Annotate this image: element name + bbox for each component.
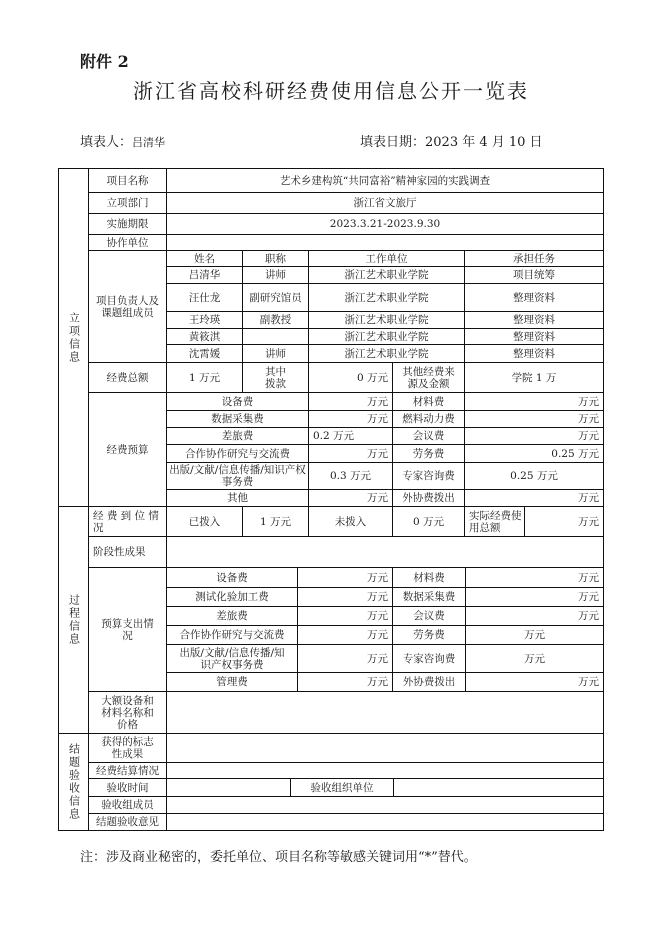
project-name-value: 艺术乡建构筑“共同富裕”精神家园的实践调查 [166,168,604,193]
period-value: 2023.3.21-2023.9.30 [166,213,604,235]
member-name: 王玲瑛 [166,311,243,329]
budget-item-value: 0.2 万元 [308,427,393,445]
fill-date: 填表日期：2023 年 4 月 10 日 [360,135,543,150]
expense-item-label: 劳务费 [392,625,466,645]
pending-value: 0 万元 [392,506,465,537]
section-approval: 立项信息 [58,168,89,507]
received-label: 已拨入 [166,506,243,537]
budget-label: 经费预算 [88,392,167,507]
acceptance-org-value [393,778,604,797]
member-title: 副教授 [242,311,309,329]
results-value [166,733,604,763]
department-label: 立项部门 [88,192,167,214]
partner-value [166,234,604,251]
expense-item-label: 设备费 [166,567,298,588]
other-source-value: 学院 1 万 [464,362,604,393]
member-unit: 浙江艺术职业学院 [308,283,465,312]
member-unit: 浙江艺术职业学院 [308,328,465,345]
expense-item-value: 万元 [297,606,393,626]
budget-item-value: 万元 [464,392,604,411]
member-title [242,328,309,345]
filler-label: 填表人： [80,135,133,150]
section-closing: 结题验收信息 [58,733,89,831]
budget-item-label: 数据采集费 [166,410,309,428]
expense-item-value: 万元 [465,625,604,645]
settlement-label: 经费结算情况 [88,762,167,779]
expense-item-label: 专家咨询费 [392,644,466,673]
expense-item-label: 管理费 [166,672,298,692]
member-title: 讲师 [242,266,309,284]
budget-item-value: 万元 [308,410,393,428]
project-name-label: 项目名称 [88,168,167,193]
budget-item-value: 万元 [308,444,393,463]
budget-item-value: 万元 [308,392,393,411]
member-header-name: 姓名 [166,250,243,267]
equipment-value [166,691,604,734]
expense-item-label: 会议费 [392,606,466,626]
budget-item-value: 万元 [464,427,604,445]
budget-item-label: 专家咨询费 [392,462,465,490]
budget-item-label: 劳务费 [392,444,465,463]
budget-item-label: 会议费 [392,427,465,445]
page-title: 浙江省高校科研经费使用信息公开一览表 [133,79,529,103]
budget-item-label: 外协费拨出 [392,489,465,507]
member-task: 整理资料 [464,328,604,345]
actual-usage-label: 实际经费使用总额 [464,506,525,537]
expense-item-label: 出版/文献/信息传播/知识产权事务费 [166,644,298,673]
budget-item-label: 合作协作研究与交流费 [166,444,309,463]
section-process: 过程信息 [58,506,89,734]
footnote: 注：涉及商业秘密的，委托单位、项目名称等敏感关键词用“*”替代。 [80,850,477,865]
expense-item-value: 万元 [297,644,393,673]
total-value: 1 万元 [166,362,243,393]
received-value: 1 万元 [242,506,309,537]
stage-results-label: 阶段性成果 [88,536,167,568]
member-name: 汪仕龙 [166,283,243,312]
member-unit: 浙江艺术职业学院 [308,344,465,363]
acceptance-opinion-label: 结题验收意见 [88,813,167,831]
member-task: 项目统筹 [464,266,604,284]
acceptance-members-value [166,796,604,814]
settlement-value [166,762,604,779]
member-task: 整理资料 [464,283,604,312]
filler-name: 吕清华 [132,136,166,149]
expense-label: 预算支出情况 [88,567,167,692]
member-unit: 浙江艺术职业学院 [308,266,465,284]
expense-item-value: 万元 [465,567,604,588]
acceptance-time-label: 验收时间 [88,778,167,797]
budget-item-value: 0.25 万元 [464,462,604,490]
expense-item-label: 合作协作研究与交流费 [166,625,298,645]
department-value: 浙江省文旅厅 [166,192,604,214]
expense-item-label: 外协费拨出 [392,672,466,692]
member-unit: 浙江艺术职业学院 [308,311,465,329]
member-header-task: 承担任务 [464,250,604,267]
expense-item-value: 万元 [465,644,604,673]
budget-item-label: 材料费 [392,392,465,411]
member-task: 整理资料 [464,344,604,363]
equipment-label: 大额设备和材料名称和价格 [88,691,167,734]
other-source-label: 其他经费来源及金额 [392,362,465,393]
partner-label: 协作单位 [88,234,167,251]
expense-item-value: 万元 [297,672,393,692]
expense-item-value: 万元 [297,625,393,645]
expense-item-value: 万元 [297,567,393,588]
expense-item-label: 数据采集费 [392,587,466,607]
budget-item-label: 设备费 [166,392,309,411]
budget-item-value: 万元 [464,489,604,507]
period-label: 实施期限 [88,213,167,235]
expense-item-value: 万元 [297,587,393,607]
budget-item-label: 燃料动力费 [392,410,465,428]
filler [80,131,165,150]
member-task: 整理资料 [464,311,604,329]
budget-item-label: 差旅费 [166,427,309,445]
member-title: 副研究馆员 [242,283,309,312]
acceptance-members-label: 验收组成员 [88,796,167,814]
expense-item-label: 差旅费 [166,606,298,626]
budget-item-value: 万元 [464,410,604,428]
member-name: 黄筱淇 [166,328,243,345]
budget-item-value: 万元 [308,489,393,507]
allocated-label: 其中拨款 [242,362,309,393]
budget-item-label: 出版/文献/信息传播/知识产权事务费 [166,462,309,490]
acceptance-org-label: 验收组织单位 [290,778,394,797]
member-name: 沈霄媛 [166,344,243,363]
attachment-label: 附件 2 [80,52,129,71]
budget-item-value: 0.25 万元 [464,444,604,463]
arrival-label: 经 费 到 位 情 况 [88,506,167,537]
acceptance-opinion-value [166,813,604,831]
stage-results-value [166,536,604,568]
member-title: 讲师 [242,344,309,363]
acceptance-time-value [166,778,291,797]
expense-item-label: 材料费 [392,567,466,588]
member-header-unit: 工作单位 [308,250,465,267]
members-label: 项目负责人及课题组成员 [88,250,167,363]
pending-label: 未拨入 [308,506,393,537]
actual-usage-value: 万元 [524,506,604,537]
budget-item-value: 0.3 万元 [308,462,393,490]
expense-item-label: 测试化验加工费 [166,587,298,607]
allocated-value: 0 万元 [308,362,393,393]
results-label: 获得的标志性成果 [88,733,167,763]
total-label: 经费总额 [88,362,167,393]
member-name: 吕清华 [166,266,243,284]
expense-item-value: 万元 [465,587,604,607]
expense-item-value: 万元 [465,672,604,692]
member-header-title: 职称 [242,250,309,267]
expense-item-value: 万元 [465,606,604,626]
budget-item-label: 其他 [166,489,309,507]
